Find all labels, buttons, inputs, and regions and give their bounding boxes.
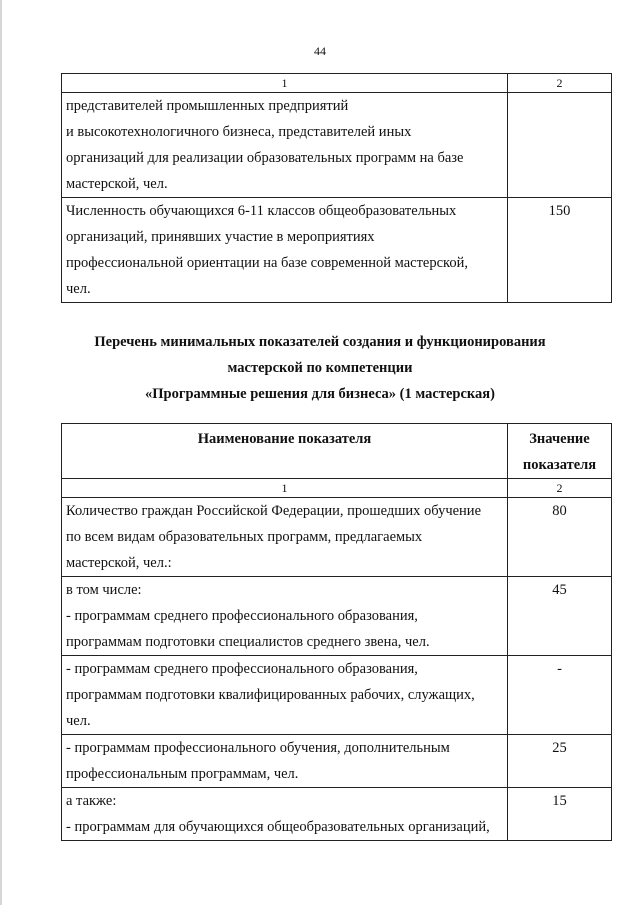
- table-row: [62, 498, 612, 577]
- table-row: [62, 577, 612, 656]
- indicator-name: [62, 656, 508, 735]
- text-line: - программам профессионального обучения, дополнительным: [66, 740, 450, 756]
- text-line: представителей промышленных предприятий: [66, 98, 349, 114]
- indicators-table: [61, 423, 612, 841]
- indicator-value: 25: [508, 735, 612, 788]
- table-row: [62, 198, 612, 303]
- table-row: [62, 735, 612, 788]
- text-line: программам подготовки квалифицированных рабочих, служащих,: [66, 687, 475, 703]
- text-line: чел.: [66, 281, 91, 297]
- table-row: [62, 788, 612, 841]
- scan-edge: [0, 0, 2, 905]
- indicator-value: 15: [508, 788, 612, 841]
- text-line: по всем видам образовательных программ, предлагаемых: [66, 529, 423, 545]
- indicator-value: [508, 93, 612, 198]
- text-line: Численность обучающихся 6-11 классов общеобразовательных: [66, 203, 457, 219]
- indicator-value: 150: [508, 198, 612, 303]
- column-number-2: 2: [508, 74, 612, 93]
- column-number-1: 1: [62, 74, 508, 93]
- text-line: организаций, принявших участие в мероприятиях: [66, 229, 375, 245]
- title-line: мастерской по компетенции: [227, 360, 413, 376]
- table-header-row: [62, 74, 612, 93]
- table-header-row: [62, 479, 612, 498]
- indicator-value: 80: [508, 498, 612, 577]
- text-line: профессиональной ориентации на базе современной мастерской,: [66, 255, 468, 271]
- indicator-name: [62, 498, 508, 577]
- indicator-name: [62, 735, 508, 788]
- column-number-2: 2: [508, 479, 612, 498]
- title-line: Перечень минимальных показателей создания и функционирования: [94, 334, 546, 350]
- title-line: «Программные решения для бизнеса» (1 мастерская): [145, 386, 495, 402]
- text-line: чел.: [66, 713, 91, 729]
- text-line: организаций для реализации образовательных программ на базе: [66, 150, 464, 166]
- text-line: Количество граждан Российской Федерации, прошедших обучение: [66, 503, 482, 519]
- table-row: [62, 93, 612, 198]
- column-number-1: 1: [62, 479, 508, 498]
- indicator-name: [62, 93, 508, 198]
- text-line: а также:: [66, 793, 117, 809]
- text-line: мастерской, чел.: [66, 176, 168, 192]
- page-number: 44: [314, 44, 326, 58]
- text-line: - программам среднего профессионального образования,: [66, 608, 418, 624]
- text-line: программам подготовки специалистов среднего звена, чел.: [66, 634, 430, 650]
- text-line: профессиональным программам, чел.: [66, 766, 299, 782]
- column-title-value: [508, 424, 612, 479]
- indicator-value: 45: [508, 577, 612, 656]
- text-line: - программам для обучающихся общеобразовательных организаций,: [66, 819, 490, 835]
- text-line: в том числе:: [66, 582, 142, 598]
- text-line: мастерской, чел.:: [66, 555, 172, 571]
- title-line: Значение: [529, 431, 590, 447]
- column-title-name: Наименование показателя: [62, 424, 508, 479]
- indicator-name: [62, 198, 508, 303]
- title-line: показателя: [522, 457, 597, 473]
- indicator-value: -: [508, 656, 612, 735]
- section-title: [0, 329, 640, 407]
- table-row: [62, 656, 612, 735]
- text-line: и высокотехнологичного бизнеса, представителей иных: [66, 124, 412, 140]
- table-continuation: [61, 73, 612, 303]
- indicator-name: [62, 577, 508, 656]
- text-line: - программам среднего профессионального образования,: [66, 661, 418, 677]
- indicator-name: [62, 788, 508, 841]
- table-title-row: [62, 424, 612, 479]
